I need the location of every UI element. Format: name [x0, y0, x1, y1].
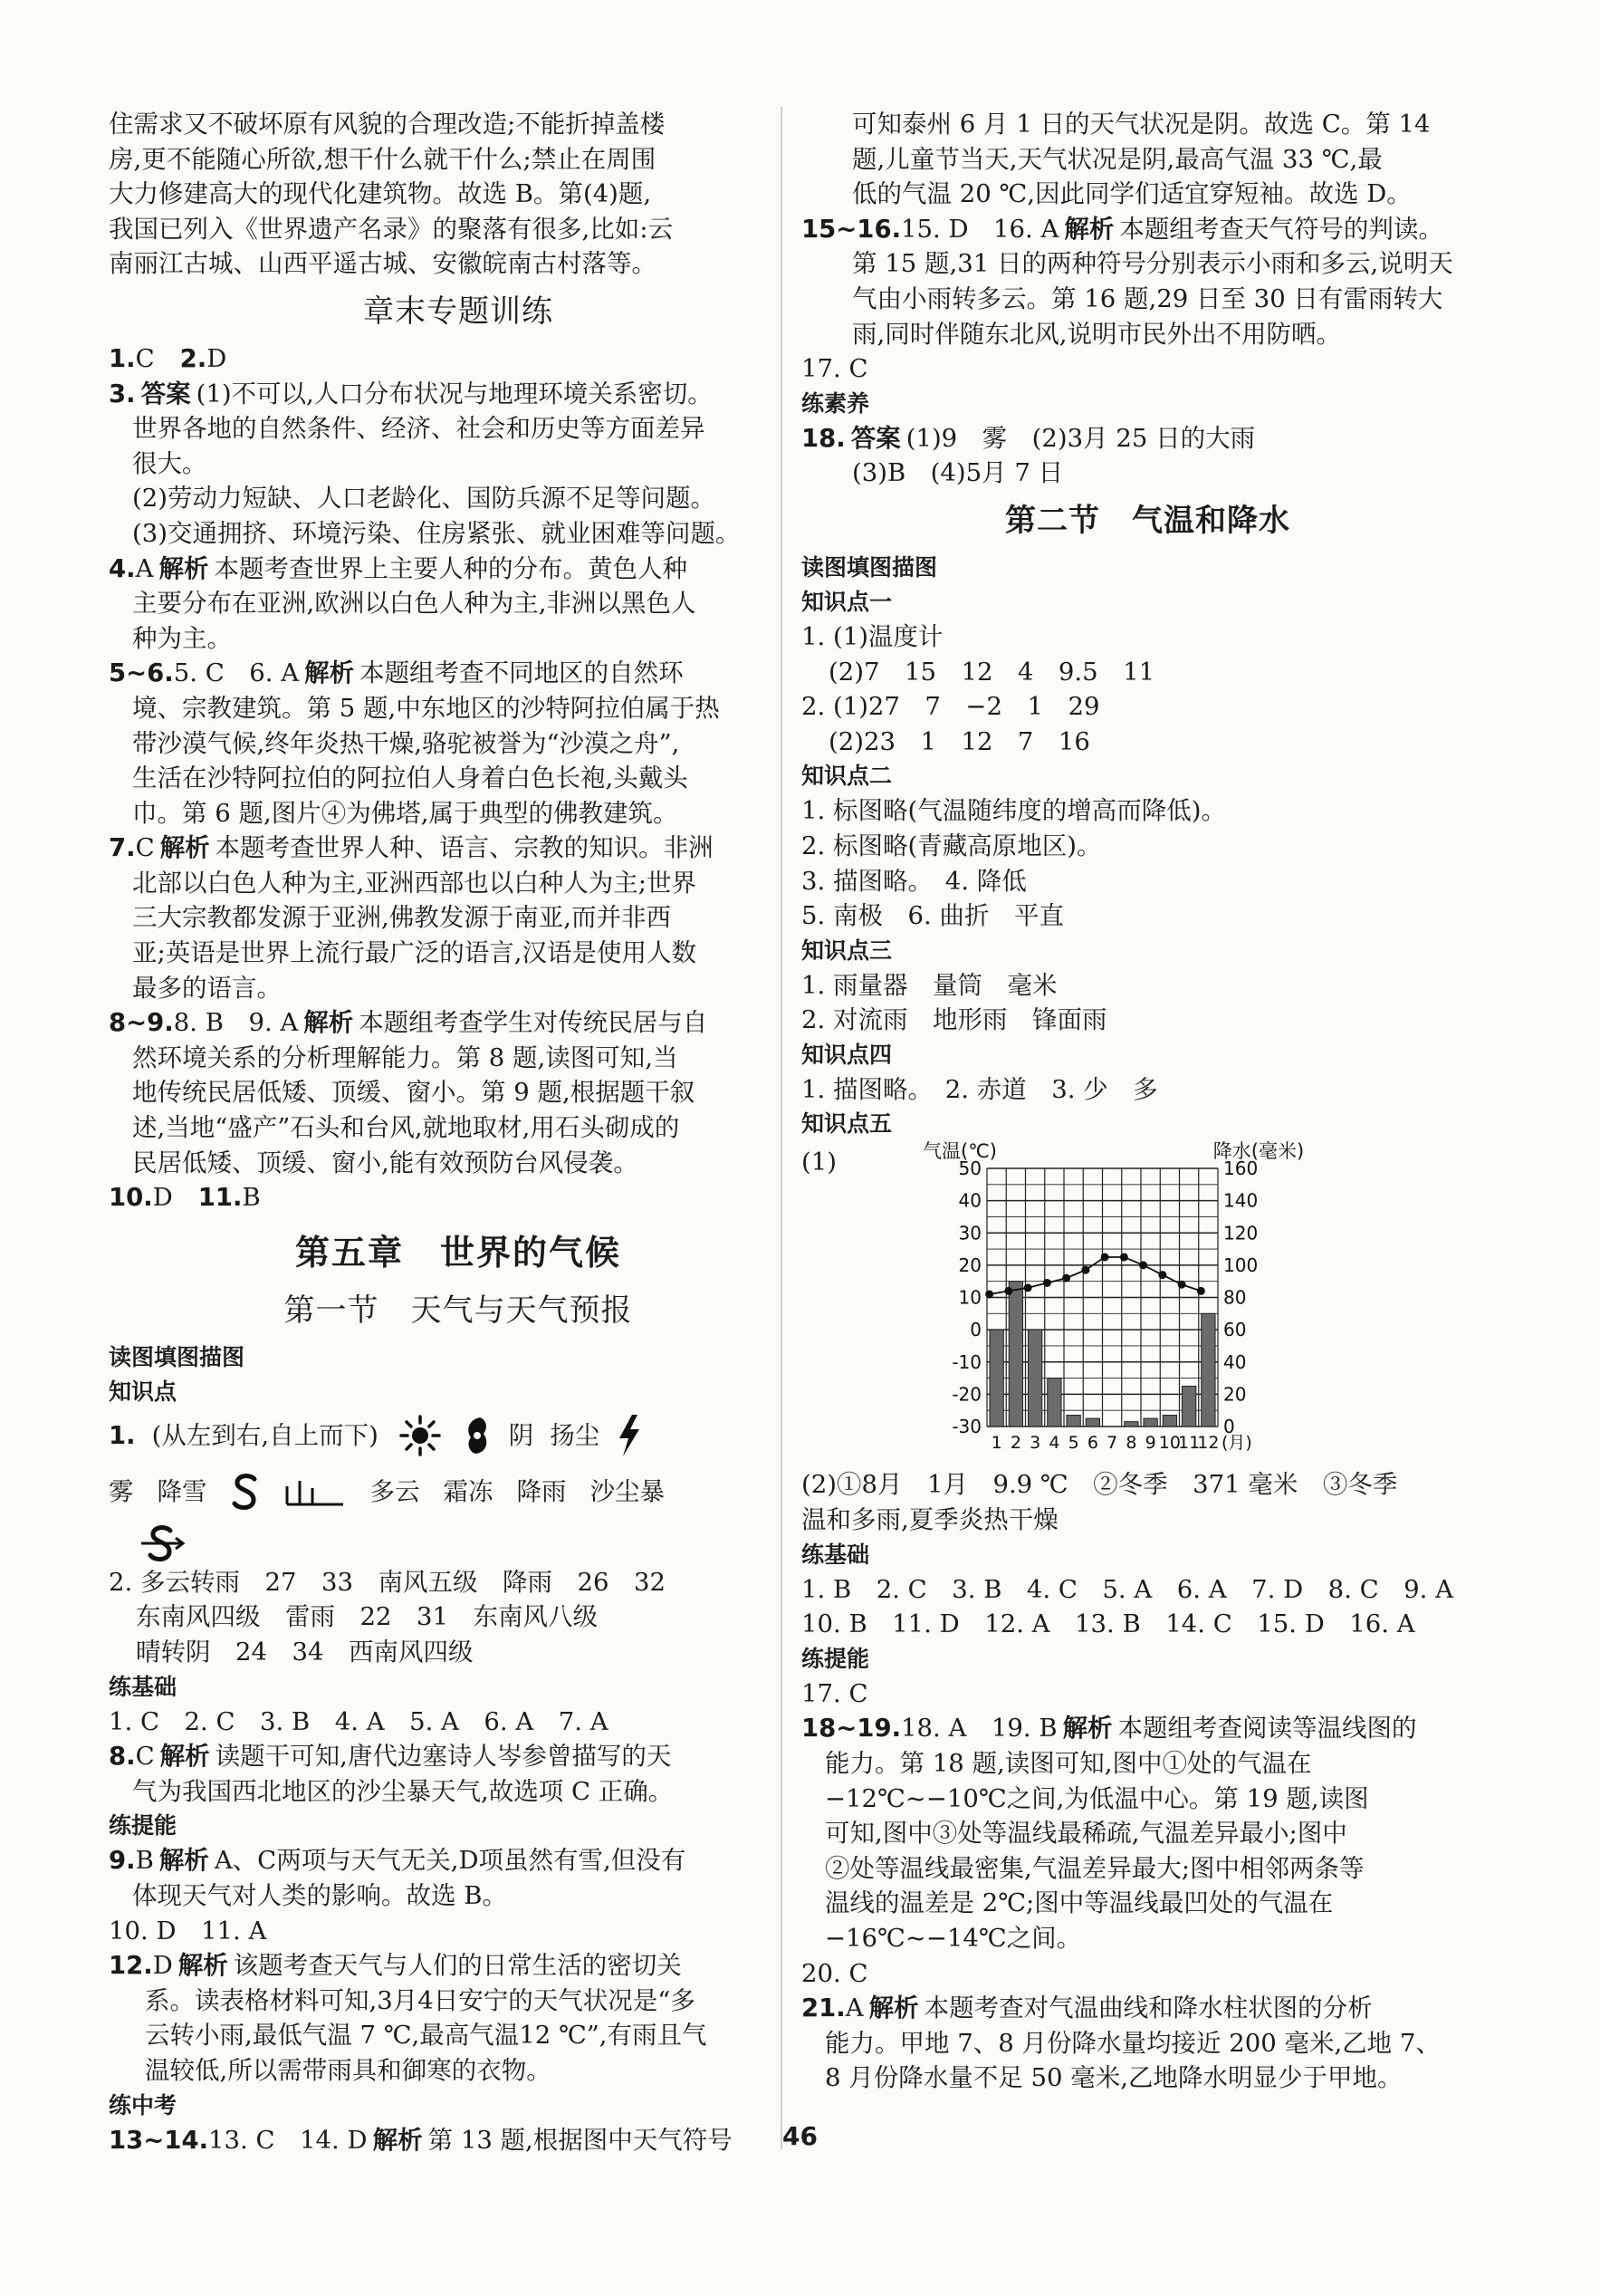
precip-bar: [1048, 1379, 1061, 1427]
q4-line: 主要分布在亚洲,欧洲以白色人种为主,非洲以黑色人: [132, 589, 696, 619]
chart-answer-line: 温和多雨,夏季炎热干燥: [801, 1505, 1059, 1535]
sandstorm-label: 沙尘暴: [589, 1476, 665, 1506]
answer-row: 20. C: [801, 1958, 868, 1988]
temp-point: [1197, 1287, 1205, 1295]
basic-practice-heading: 练基础: [109, 1673, 177, 1700]
precip-tick-label: 120: [1223, 1222, 1259, 1244]
answer-row: 10.D 11.B: [109, 1183, 261, 1213]
snow-label: 降雪: [157, 1476, 207, 1506]
question-18: 18. 答案 (1)9 雾 (2)3月 25 日的大雨: [801, 423, 1256, 453]
month-tick-label: 5: [1068, 1433, 1079, 1454]
month-tick-label: 6: [1087, 1433, 1098, 1454]
temp-tick-label: 10: [958, 1286, 982, 1309]
month-tick-label: 10: [1158, 1433, 1181, 1454]
intro-line: 住需求又不破坏原有风貌的合理改造;不能折掉盖楼: [109, 110, 666, 139]
cloudy-label: 多云: [369, 1476, 420, 1506]
temp-tick-label: 40: [958, 1190, 982, 1213]
basic-practice-heading: 练基础: [801, 1541, 870, 1568]
q9-line: 体现天气对人类的影响。故选 B。: [132, 1880, 507, 1910]
basic-answer-row: 1. B 2. C 3. B 4. C 5. A 6. A 7. D 8. C 9. A: [801, 1574, 1453, 1604]
month-tick-label: 8: [1126, 1433, 1137, 1454]
knowledge-point-heading: 知识点: [109, 1378, 177, 1405]
kp1-heading: 知识点一: [801, 588, 893, 615]
q18-19-line: 能力。第 18 题,读图可知,图中①处的气温在: [825, 1749, 1312, 1779]
temp-tick-label: 20: [958, 1254, 982, 1277]
left-column: [109, 107, 808, 2157]
q8-9-line: 地传统民居低矮、顶缓、窗小。第 9 题,根据题干叙: [132, 1078, 695, 1108]
right-column: [801, 107, 1494, 2096]
month-tick-label: 2: [1010, 1433, 1021, 1454]
intro-line: 房,更不能随心所欲,想干什么就干什么;禁止在周围: [109, 144, 656, 174]
q21-line: 能力。甲地 7、8 月份降水量均接近 200 毫米,乙地 7、: [825, 2028, 1441, 2058]
temp-point: [1139, 1262, 1147, 1270]
q7-line: 亚;英语是世界上流行最广泛的语言,汉语是使用人数: [132, 938, 697, 968]
weather-symbols-row-2: [109, 1462, 808, 1522]
kp3-line: 2. 对流雨 地形雨 锋面雨: [801, 1005, 1107, 1035]
chart-answer-line: (2)①8月 1月 9.9 ℃ ②冬季 371 毫米 ③冬季: [801, 1470, 1398, 1500]
question-4: 4.A 解析 本题考查世界上主要人种的分布。黄色人种: [109, 553, 687, 583]
precip-bar: [1067, 1416, 1080, 1427]
cont-line: 低的气温 20 ℃,因此同学们适宜穿短袖。故选 D。: [852, 179, 1412, 209]
q2-line: 晴转阴 24 34 西南风四级: [136, 1638, 474, 1667]
kp2-line: 2. 标图略(青藏高原地区)。: [801, 831, 1102, 860]
sandstorm-struck-s-icon: [139, 1523, 185, 1563]
q18-19-line: 温线的温差是 2℃;图中等温线最凹处的气温在: [825, 1888, 1334, 1918]
q18-19-line: 可知,图中③处等温线最稀疏,气温差异最小;图中: [825, 1819, 1347, 1849]
q3-line: 很大。: [132, 448, 207, 478]
climate-chart-block: [801, 1141, 1494, 1467]
q18-line: (3)B (4)5月 7 日: [852, 458, 1064, 488]
weather-symbols-row-3: [109, 1522, 808, 1565]
kp5-heading: 知识点五: [801, 1110, 893, 1138]
temp-tick-label: 50: [958, 1158, 982, 1180]
temp-point: [1081, 1266, 1089, 1274]
exam-practice-heading: 练中考: [109, 2091, 177, 2118]
symbol-q-num: 1.: [109, 1420, 136, 1450]
q5-6-line: 带沙漠气候,终年炎热干燥,骆驼被誉为“沙漠之舟”,: [132, 728, 680, 758]
temp-tick-label: 30: [958, 1222, 982, 1244]
precip-bar: [1202, 1314, 1215, 1427]
kp4-line: 1. 描图略。 2. 赤道 3. 少 多: [801, 1074, 1158, 1104]
precip-bar: [1182, 1387, 1195, 1427]
kp1-line: 2. (1)27 7 −2 1 29: [801, 692, 1100, 722]
q12-line: 系。读表格材料可知,3月4日安宁的天气状况是“多: [145, 1985, 695, 2015]
rain-label: 降雨: [516, 1476, 567, 1506]
precip-bar: [1009, 1282, 1022, 1427]
temp-axis-label: 气温(℃): [923, 1141, 997, 1163]
precip-bar: [1163, 1416, 1176, 1427]
q8-9-line: 述,当地“盛产”石头和台风,就地取材,用石头砌成的: [132, 1113, 680, 1143]
precip-bar: [1125, 1422, 1138, 1427]
question-12: 12.D 解析 该题考查天气与人们的日常生活的密切关: [109, 1951, 682, 1981]
yangchen-label: 扬尘: [550, 1420, 600, 1450]
question-13-14: 13~14.13. C 14. D 解析 第 13 题,根据图中天气符号: [109, 2125, 733, 2155]
month-tick-label: 4: [1049, 1433, 1060, 1454]
precip-tick-label: 40: [1223, 1351, 1247, 1374]
temp-point: [1004, 1287, 1012, 1295]
q3-line: 世界各地的自然条件、经济、社会和历史等方面差异: [132, 414, 705, 444]
temp-point: [1158, 1272, 1166, 1280]
month-tick-label: 7: [1107, 1433, 1118, 1454]
month-tick-label: 9: [1145, 1433, 1156, 1454]
symbol-order-note: (从左到右,自上而下): [151, 1420, 378, 1450]
answer-row: 17. C: [801, 1678, 868, 1708]
skill-practice-heading: 练提能: [801, 1645, 870, 1672]
temp-point: [1043, 1279, 1051, 1287]
q5-6-line: 巾。第 6 题,图片④为佛塔,属于典型的佛教建筑。: [132, 798, 678, 828]
precip-tick-label: 160: [1223, 1158, 1259, 1180]
intro-line: 大力修建高大的现代化建筑物。故选 B。第(4)题,: [109, 179, 652, 209]
q3-line: (2)劳动力短缺、人口老龄化、国防兵源不足等问题。: [132, 484, 715, 514]
chapter-review-title: 章末专题训练: [363, 293, 553, 330]
kp3-line: 1. 雨量器 量筒 毫米: [801, 970, 1058, 1000]
question-3: 3. 答案 (1)不可以,人口分布状况与地理环境关系密切。: [109, 379, 713, 408]
cont-line: 题,儿童节当天,天气状况是阴,最高气温 33 ℃,最: [852, 144, 1383, 174]
precip-bar: [1028, 1331, 1041, 1427]
precip-tick-label: 20: [1223, 1383, 1247, 1406]
intro-line: 我国已列入《世界遗产名录》的聚落有很多,比如:云: [109, 214, 674, 244]
weather-symbols-row-1: [109, 1409, 808, 1462]
kp1-line: (2)7 15 12 4 9.5 11: [829, 657, 1155, 687]
q15-16-line: 雨,同时伴随东北风,说明市民外出不用防晒。: [852, 319, 1341, 349]
question-8: 8.C 解析 读题干可知,唐代边塞诗人岑参曾描写的天: [109, 1742, 672, 1772]
question-7: 7.C 解析 本题考查世界人种、语言、宗教的知识。非洲: [109, 833, 714, 863]
precip-bar: [1086, 1419, 1099, 1427]
q15-16-line: 第 15 题,31 日的两种符号分别表示小雨和多云,说明天: [852, 249, 1453, 279]
chart-item-label: (1): [801, 1148, 837, 1177]
kp2-line: 5. 南极 6. 曲折 平直: [801, 901, 1064, 931]
q8-9-line: 民居低矮、顶缓、窗小,能有效预防台风侵袭。: [132, 1148, 638, 1177]
skill-practice-heading: 练提能: [109, 1812, 177, 1840]
precip-bar: [1144, 1419, 1157, 1427]
answer-row: 10. D 11. A: [109, 1916, 267, 1945]
temp-point: [985, 1291, 993, 1299]
q5-6-line: 境、宗教建筑。第 5 题,中东地区的沙特阿拉伯属于热: [132, 693, 720, 723]
intro-line: 南丽江古城、山西平遥古城、安徽皖南古村落等。: [109, 249, 656, 279]
read-map-heading: 读图填图描图: [109, 1343, 245, 1370]
mountain-frost-icon: [283, 1474, 347, 1510]
precip-tick-label: 60: [1223, 1319, 1247, 1341]
temp-tick-label: -30: [952, 1416, 982, 1438]
answer-row: 17. C: [801, 354, 868, 384]
temp-point: [1024, 1284, 1032, 1292]
q7-line: 最多的语言。: [132, 973, 282, 1003]
kp2-line: 3. 描图略。 4. 降低: [801, 866, 1027, 896]
fog-label: 雾: [109, 1476, 134, 1506]
temp-point: [1120, 1254, 1128, 1262]
precip-axis-label: 降水(毫米): [1212, 1141, 1305, 1163]
cont-line: 可知泰州 6 月 1 日的天气状况是阴。故选 C。第 14: [852, 110, 1431, 139]
question-18-19: 18~19.18. A 19. B 解析 本题组考查阅读等温线图的: [801, 1714, 1417, 1744]
question-21: 21.A 解析 本题考查对气温曲线和降水柱状图的分析: [801, 1993, 1373, 2023]
month-tick-label: 3: [1030, 1433, 1041, 1454]
q12-line: 温较低,所以需带雨具和御寒的衣物。: [145, 2055, 551, 2085]
literacy-heading: 练素养: [801, 389, 870, 417]
yin-label: 阴: [508, 1420, 534, 1450]
precip-tick-label: 100: [1223, 1254, 1259, 1277]
month-unit-label: (月): [1222, 1433, 1252, 1454]
kp4-heading: 知识点四: [801, 1041, 893, 1068]
q18-19-line: −16℃~−14℃之间。: [825, 1924, 1082, 1953]
q12-line: 云转小雨,最低气温 7 ℃,最高气温12 ℃”,有雨且气: [145, 2021, 707, 2051]
question-9: 9.B 解析 A、C两项与天气无关,D项虽然有雪,但没有: [109, 1846, 686, 1876]
q2-line: 东南风四级 雷雨 22 31 东南风八级: [136, 1602, 598, 1632]
temp-tick-label: 0: [970, 1319, 982, 1341]
temp-curve: [990, 1257, 1202, 1294]
climate-chart: [887, 1141, 1313, 1467]
question-5-6: 5~6.5. C 6. A 解析 本题组考查不同地区的自然环: [109, 658, 684, 688]
temp-tick-label: -10: [952, 1351, 982, 1374]
q5-6-line: 生活在沙特阿拉伯的阿拉伯人身着白色长袍,头戴头: [132, 764, 688, 793]
precip-tick-label: 80: [1223, 1286, 1247, 1309]
q8-9-line: 然环境关系的分析理解能力。第 8 题,读图可知,当: [132, 1042, 678, 1072]
q7-line: 北部以白色人种为主,亚洲西部也以白种人为主;世界: [132, 868, 697, 898]
kp1-line: 1. (1)温度计: [801, 621, 944, 651]
section-1-title: 第一节 天气与天气预报: [283, 1292, 633, 1329]
kp1-line: (2)23 1 12 7 16: [829, 726, 1090, 756]
chapter-5-title: 第五章 世界的气候: [294, 1232, 621, 1273]
typhoon-icon: [462, 1414, 493, 1457]
q2-line: 2. 多云转雨 27 33 南风五级 降雨 26 32: [109, 1567, 666, 1597]
q18-19-line: −12℃~−10℃之间,为低温中心。第 19 题,读图: [825, 1783, 1369, 1813]
question-15-16: 15~16.15. D 16. A 解析 本题组考查天气符号的判读。: [801, 214, 1443, 244]
q18-19-line: ②处等温线最密集,气温差异最大;图中相邻两条等: [825, 1853, 1365, 1883]
q3-line: (3)交通拥挤、环境污染、住房紧张、就业困难等问题。: [132, 518, 741, 548]
q15-16-line: 气由小雨转多云。第 16 题,29 日至 30 日有雷雨转大: [852, 283, 1443, 313]
precip-tick-label: 140: [1223, 1190, 1259, 1213]
precip-bar: [990, 1331, 1003, 1427]
temp-point: [1178, 1281, 1186, 1289]
thunder-icon: [616, 1413, 643, 1458]
kp2-line: 1. 标图略(气温随纬度的增高而降低)。: [801, 796, 1226, 826]
kp3-heading: 知识点三: [801, 937, 893, 964]
q21-line: 8 月份降水量不足 50 毫米,乙地降水明显少于甲地。: [825, 2063, 1403, 2093]
answer-row: 1.C 2.D: [109, 343, 227, 373]
sunny-icon: [395, 1415, 446, 1456]
q4-line: 种为主。: [132, 623, 232, 653]
kp2-heading: 知识点二: [801, 763, 893, 790]
frost-label: 霜冻: [443, 1476, 493, 1506]
q8-line: 气为我国西北地区的沙尘暴天气,故选项 C 正确。: [132, 1776, 674, 1806]
basic-answer-row: 10. B 11. D 12. A 13. B 14. C 15. D 16. A: [801, 1609, 1415, 1639]
basic-answer-row: 1. C 2. C 3. B 4. A 5. A 6. A 7. A: [109, 1706, 608, 1736]
temp-point: [1101, 1254, 1109, 1262]
month-tick-label: 1: [991, 1433, 1002, 1454]
page-number: 46: [782, 2121, 818, 2151]
month-tick-label: 12: [1197, 1433, 1220, 1454]
read-map-heading: 读图填图描图: [801, 553, 938, 581]
sandstorm-s-icon: [231, 1472, 260, 1512]
section-2-title: 第二节 气温和降水: [1005, 502, 1290, 539]
temp-point: [1062, 1274, 1070, 1282]
question-8-9: 8~9.8. B 9. A 解析 本题组考查学生对传统民居与自: [109, 1008, 708, 1038]
precip-tick-label: 0: [1223, 1416, 1235, 1438]
temp-tick-label: -20: [952, 1383, 982, 1406]
q7-line: 三大宗教都发源于亚洲,佛教发源于南亚,而并非西: [132, 903, 671, 933]
month-tick-label: 11: [1178, 1433, 1201, 1454]
